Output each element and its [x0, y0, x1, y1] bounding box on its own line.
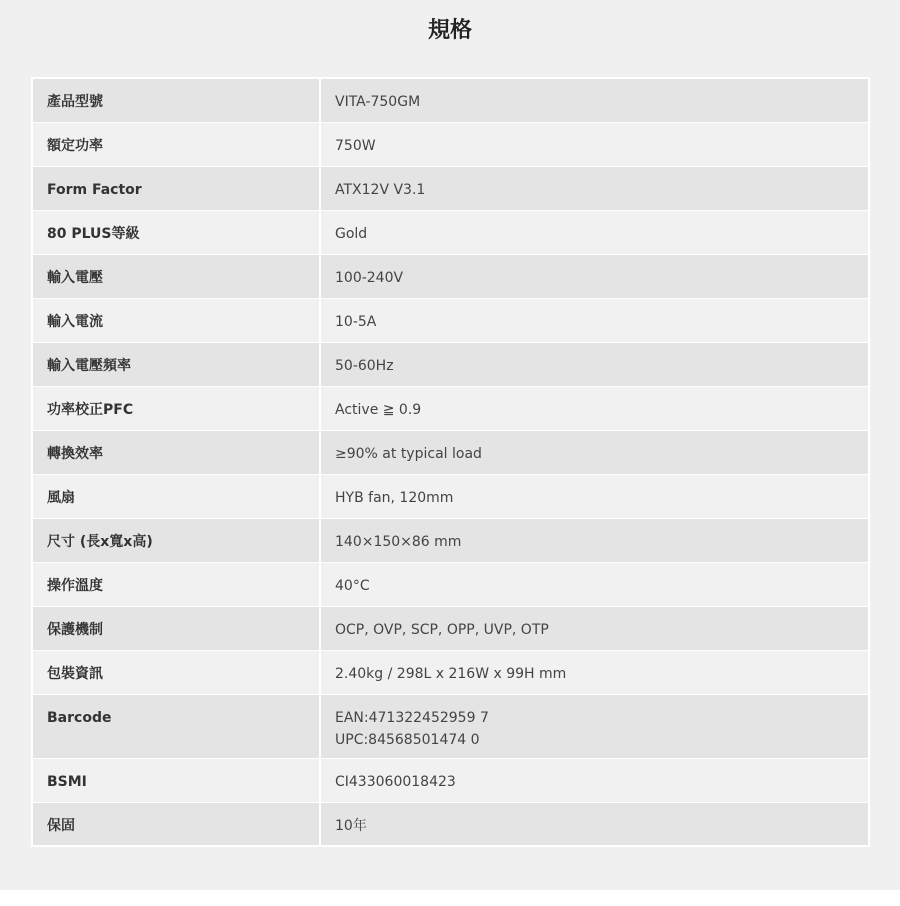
spec-value: 2.40kg / 298L x 216W x 99H mm [335, 666, 567, 682]
spec-row-pfc [33, 387, 868, 431]
spec-value: 140×150×86 mm [335, 534, 462, 550]
spec-row-barcode [33, 695, 868, 759]
barcode-ean: EAN:471322452959 7 [335, 710, 489, 726]
spec-label: 產品型號 [33, 79, 321, 122]
spec-value: Gold [335, 226, 368, 242]
spec-row-model [33, 79, 868, 123]
spec-label: BSMI [33, 759, 321, 802]
spec-value: 40°C [335, 578, 370, 594]
spec-label: 包裝資訊 [33, 651, 321, 694]
spec-label: 保護機制 [33, 607, 321, 650]
spec-row-80plus [33, 211, 868, 255]
spec-row-fan [33, 475, 868, 519]
spec-label: 輸入電壓 [33, 255, 321, 298]
spec-row-input-voltage [33, 255, 868, 299]
spec-row-operating-temp [33, 563, 868, 607]
spec-row-rated-power [33, 123, 868, 167]
spec-value [321, 695, 868, 758]
spec-row-input-current [33, 299, 868, 343]
spec-label: Form Factor [33, 167, 321, 210]
spec-row-input-frequency [33, 343, 868, 387]
spec-row-bsmi [33, 759, 868, 803]
spec-label: 操作溫度 [33, 563, 321, 606]
spec-row-form-factor [33, 167, 868, 211]
spec-row-warranty [33, 803, 868, 845]
spec-value: 100-240V [335, 270, 404, 286]
spec-value: ≥90% at typical load [335, 446, 482, 462]
spec-value: 10-5A [335, 314, 377, 330]
spec-value: 10年 [335, 818, 367, 834]
spec-table [31, 77, 870, 847]
spec-label: 轉換效率 [33, 431, 321, 474]
spec-value: 750W [335, 138, 376, 154]
spec-value: ATX12V V3.1 [335, 182, 426, 198]
barcode-upc: UPC:84568501474 0 [335, 732, 480, 748]
spec-row-protection [33, 607, 868, 651]
page-title: 規格 [427, 18, 472, 43]
spec-value: HYB fan, 120mm [335, 490, 454, 506]
spec-value: VITA-750GM [335, 94, 421, 110]
spec-label: 輸入電流 [33, 299, 321, 342]
spec-row-dimensions [33, 519, 868, 563]
spec-label: Barcode [33, 695, 321, 758]
spec-label: 保固 [33, 803, 321, 845]
spec-value: CI433060018423 [335, 774, 456, 790]
page-bottom-edge [0, 890, 900, 906]
spec-label: 額定功率 [33, 123, 321, 166]
spec-row-package [33, 651, 868, 695]
spec-value: Active ≧ 0.9 [335, 402, 422, 418]
spec-row-efficiency [33, 431, 868, 475]
spec-label: 80 PLUS等級 [33, 211, 321, 254]
spec-label: 輸入電壓頻率 [33, 343, 321, 386]
spec-label: 功率校正PFC [33, 387, 321, 430]
spec-value: 50-60Hz [335, 358, 394, 374]
spec-value: OCP, OVP, SCP, OPP, UVP, OTP [335, 622, 549, 638]
spec-label: 尺寸 (長x寬x高) [33, 519, 321, 562]
spec-label: 風扇 [33, 475, 321, 518]
